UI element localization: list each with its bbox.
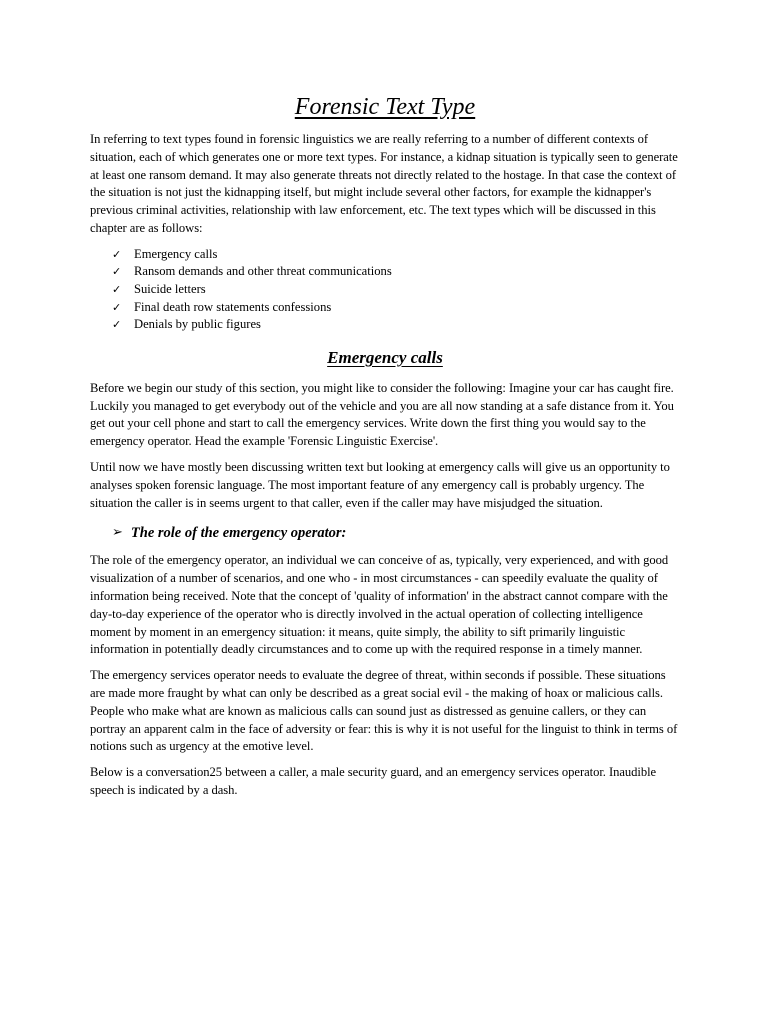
subsection-heading-label: The role of the emergency operator: <box>130 525 347 542</box>
section-heading-emergency-calls: Emergency calls <box>327 347 443 367</box>
list-item-label: Ransom demands and other threat communications <box>134 264 392 279</box>
text-types-list <box>90 246 680 334</box>
section-paragraph: Before we begin our study of this section, you might like to consider the following: Imagine your car has caught fire. Luckily you managed to get everybody out of the vehicle and you are all now standing at a safe distance from it. You get out your cell phone and start to call the emergency services. Write down the first thing you would say to the emergency operator. Head the example 'Forensic Linguistic Exercise'. <box>90 380 674 449</box>
section-paragraph: Until now we have mostly been discussing written text but looking at emergency calls will give us an opportunity to analyses spoken forensic language. The most important feature of any emergency call is probably urgency. The situation the caller is in seems urgent to that caller, even if the caller may have misjudged the situation. <box>90 459 670 510</box>
intro-paragraph: In referring to text types found in forensic linguistics we are really referring to a number of different contexts of situation, each of which generates one or more text types. For instance, a kidnap situation is typically seen to generate at least one ransom demand. It may also generate threats not directly related to the hostage. In that case the context of the situation is not just the kidnapping itself, but might include several other factors, for example the kidnapper's previous criminal activities, relationship with law enforcement, etc. The text types which will be discussed in this chapter are as follows: <box>90 132 678 235</box>
subsection-paragraph: Below is a conversation25 between a caller, a male security guard, and an emergency services operator. Inaudible speech is indicated by a dash. <box>90 765 657 797</box>
list-item <box>112 316 680 334</box>
list-item <box>112 246 680 264</box>
checkmark-icon: ✓ <box>112 265 122 279</box>
list-item-label: Denials by public figures <box>134 317 261 332</box>
list-item <box>112 299 680 317</box>
document-page <box>90 92 680 808</box>
subsection-heading <box>112 524 680 542</box>
list-item-label: Emergency calls <box>134 246 218 261</box>
checkmark-icon: ✓ <box>112 247 122 261</box>
subsection-paragraph: The role of the emergency operator, an individual we can conceive of as, typically, very experienced, and with good visualization of a number of scenarios, and one who - in most circumstances - can speedily evaluate the quality of information being received. Note that the concept of 'quality of information' in the abstract cannot compare with the day-to-day experience of the operator who is directly involved in the actual operation of collecting intelligence moment by moment in an emergency situation: it means, quite simply, the ability to sift primarily linguistic information in potentially deadly circumstances and to come up with the required response in a timely manner. <box>90 553 669 657</box>
checkmark-icon: ✓ <box>112 300 122 314</box>
checkmark-icon: ✓ <box>112 282 122 296</box>
list-item-label: Suicide letters <box>134 281 206 296</box>
arrow-bullet-icon: ➢ <box>112 525 123 541</box>
list-item <box>112 263 680 281</box>
checkmark-icon: ✓ <box>112 318 122 332</box>
list-item-label: Final death row statements confessions <box>134 299 332 314</box>
subsection-paragraph: The emergency services operator needs to evaluate the degree of threat, within seconds if possible. These situations are made more fraught by what can only be described as a great social evil - the making of hoax or malicious calls. People who make what are known as malicious calls can sound just as distressed as genuine callers, or they can portray an apparent calm in the face of adversity or fear: this is why it is not useful for the linguist to think in terms of notions such as urgency at the emotive level. <box>90 668 678 754</box>
list-item <box>112 281 680 299</box>
document-title: Forensic Text Type <box>294 94 476 120</box>
